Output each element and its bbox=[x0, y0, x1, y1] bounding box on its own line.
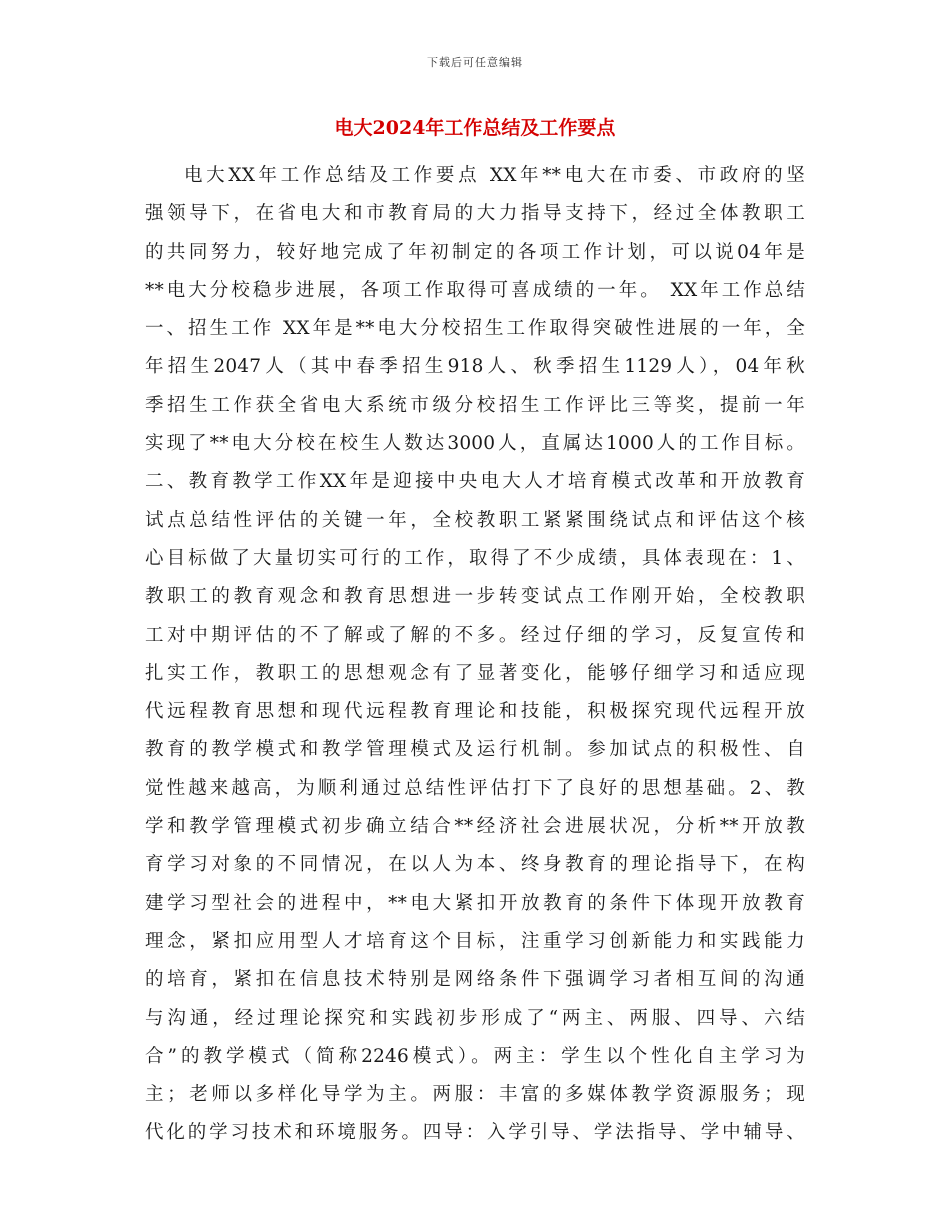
body-line: 教育的教学模式和教学管理模式及运行机制。参加试点的积极性、自 bbox=[145, 739, 805, 761]
body-line: 合”的教学模式（简称2246模式）。两主：学生以个性化自主学习为 bbox=[145, 1045, 805, 1067]
body-line: 育学习对象的不同情况，在以人为本、终身教育的理论指导下，在构 bbox=[145, 854, 805, 876]
body-line: 教职工的教育观念和教育思想进一步转变试点工作刚开始，全校教职 bbox=[145, 586, 805, 608]
body-line: 二、教育教学工作XX年是迎接中央电大人才培育模式改革和开放教育 bbox=[145, 471, 805, 493]
body-line: 试点总结性评估的关键一年，全校教职工紧紧围绕试点和评估这个核 bbox=[145, 509, 805, 531]
body-line: 觉性越来越高，为顺利通过总结性评估打下了良好的思想基础。2、教 bbox=[145, 777, 805, 799]
body-line: 主；老师以多样化导学为主。两服：丰富的多媒体教学资源服务；现 bbox=[145, 1084, 805, 1106]
body-line: 心目标做了大量切实可行的工作，取得了不少成绩，具体表现在：1、 bbox=[145, 547, 805, 569]
body-line: 电大XX年工作总结及工作要点 XX年**电大在市委、市政府的坚 bbox=[184, 165, 805, 186]
body-line: 实现了**电大分校在校生人数达3000人，直属达1000人的工作目标。 bbox=[145, 433, 805, 455]
body-line: 年招生2047人（其中春季招生918人、秋季招生1129人），04年秋 bbox=[145, 356, 805, 378]
body-line: 一、招生工作 XX年是**电大分校招生工作取得突破性进展的一年，全 bbox=[145, 318, 805, 340]
body-line: 代远程教育思想和现代远程教育理论和技能，积极探究现代远程开放 bbox=[145, 701, 805, 723]
body-line: 强领导下，在省电大和市教育局的大力指导支持下，经过全体教职工 bbox=[145, 203, 805, 225]
body-line: 代化的学习技术和环境服务。四导：入学引导、学法指导、学中辅导、 bbox=[145, 1122, 805, 1144]
body-line: **电大分校稳步进展，各项工作取得可喜成绩的一年。 XX年工作总结 bbox=[145, 279, 805, 301]
page-header-note: 下载后可任意编辑 bbox=[427, 56, 523, 69]
body-line: 的培育，紧扣在信息技术特别是网络条件下强调学习者相互间的沟通 bbox=[145, 969, 805, 991]
document-title: 电大2024年工作总结及工作要点 bbox=[334, 117, 616, 139]
body-line: 建学习型社会的进程中，**电大紧扣开放教育的条件下体现开放教育 bbox=[145, 892, 805, 914]
body-line: 工对中期评估的不了解或了解的不多。经过仔细的学习，反复宣传和 bbox=[145, 624, 805, 646]
body-line: 理念，紧扣应用型人才培育这个目标，注重学习创新能力和实践能力 bbox=[145, 930, 805, 952]
body-line: 与沟通，经过理论探究和实践初步形成了“两主、两服、四导、六结 bbox=[145, 1007, 805, 1029]
body-line: 的共同努力，较好地完成了年初制定的各项工作计划，可以说04年是 bbox=[145, 241, 805, 263]
body-line: 季招生工作获全省电大系统市级分校招生工作评比三等奖，提前一年 bbox=[145, 394, 805, 416]
body-line: 学和教学管理模式初步确立结合**经济社会进展状况，分析**开放教 bbox=[145, 816, 805, 838]
body-line: 扎实工作，教职工的思想观念有了显著变化，能够仔细学习和适应现 bbox=[145, 662, 805, 684]
document-body bbox=[145, 157, 805, 1153]
